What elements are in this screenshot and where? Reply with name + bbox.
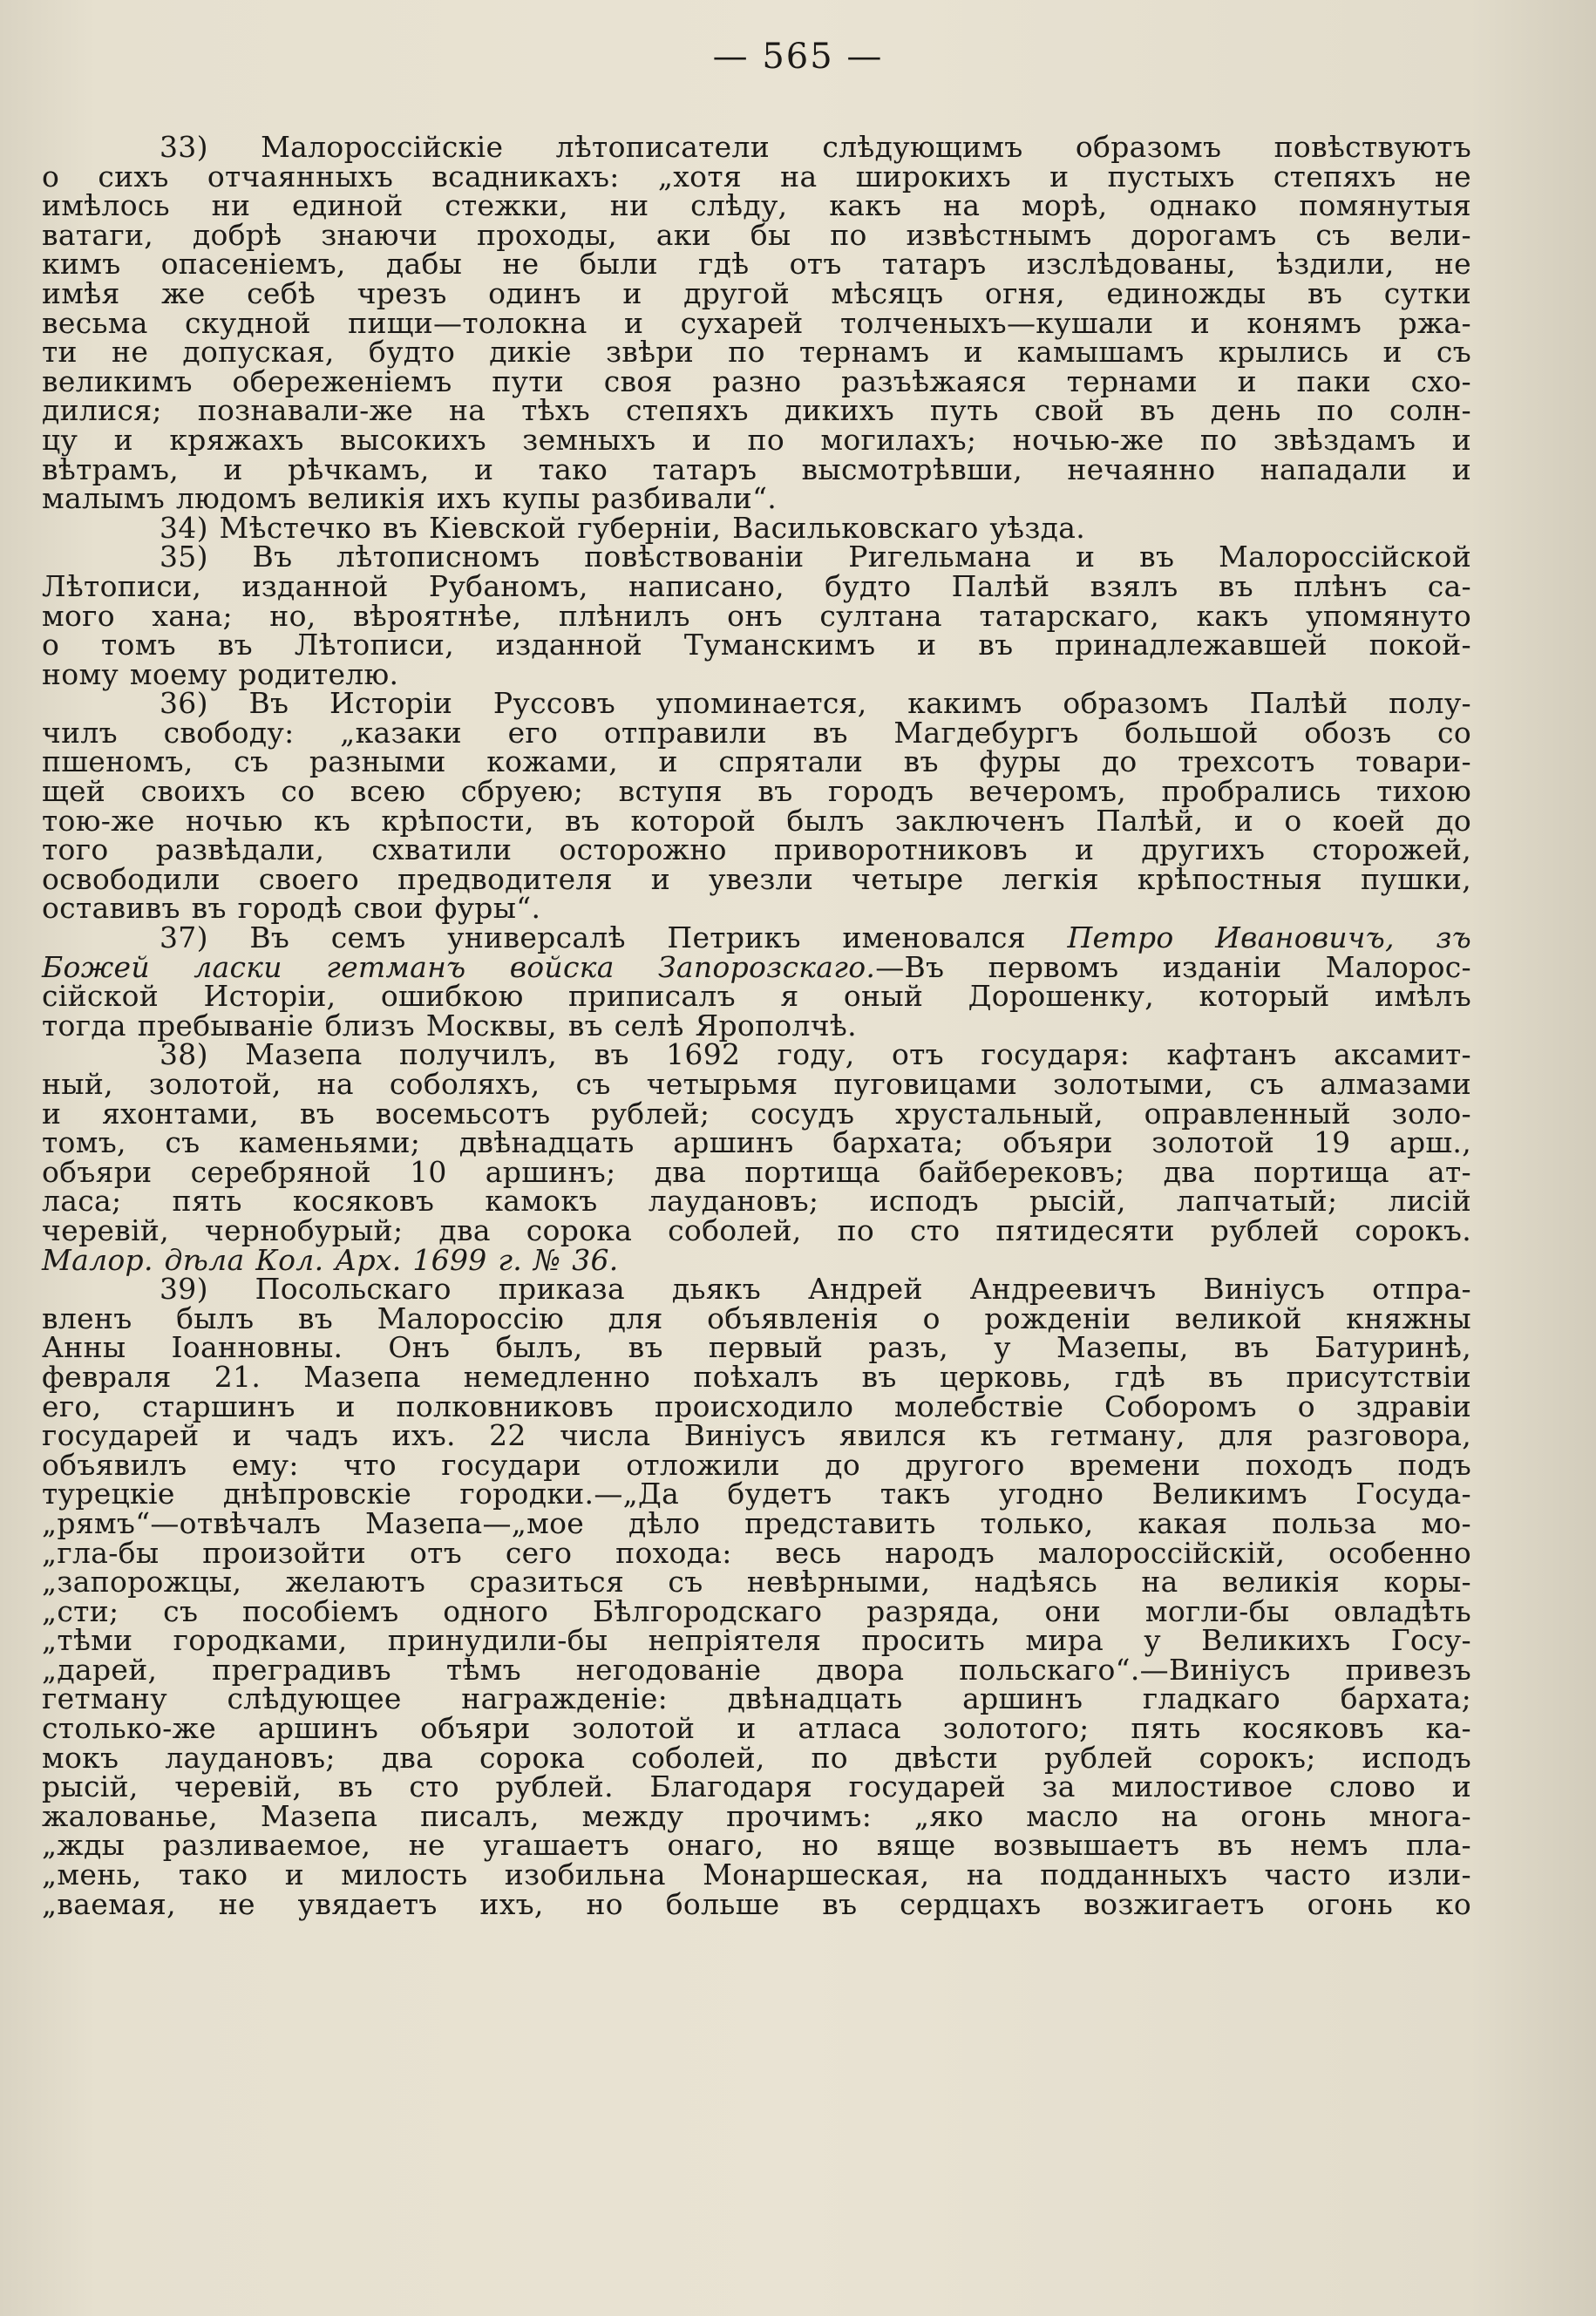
text-line: „рямъ“—отвѣчалъ Мазепа—„мое дѣло представить только, какая польза мо- [42, 1505, 1471, 1540]
text-line: 37) Въ семъ универсалѣ Петрикъ именовался Петро Ивановичъ, зъ [160, 920, 1471, 955]
text-line: ный, золотой, на соболяхъ, съ четырьмя пуговицами золотыми, съ алмазами [42, 1067, 1471, 1101]
text-line: имѣлось ни единой стежки, ни слѣду, какъ на морѣ, однако помянутыя [42, 188, 1471, 223]
footnote-34 [42, 510, 1471, 545]
text-line: объявилъ ему: что государи отложили до другого времени походъ подъ [42, 1447, 1471, 1482]
text-line: и яхонтами, въ восемьсотъ рублей; сосудъ хрустальный, оправленный золо- [42, 1096, 1471, 1131]
text-line: весьма скудной пищи—толокна и сухарей толченыхъ—кушали и конямъ ржа- [42, 305, 1471, 340]
text-line: Малор. дѣла Кол. Арх. 1699 г. № 36. [42, 1242, 619, 1277]
footnote-39 [42, 1274, 1471, 1919]
text-line: „тѣми городками, принудили-бы непріятеля просить мира у Великихъ Госу- [42, 1623, 1471, 1658]
text-line: столько-же аршинъ объяри золотой и атласа золотого; пять косяковъ ка- [42, 1711, 1471, 1746]
text-line: освободили своего предводителя и увезли четыре легкія крѣпостныя пушки, [42, 861, 1471, 896]
footnote-37 [42, 920, 1471, 1043]
text-line: ному моему родителю. [42, 656, 399, 691]
text-line: кимъ опасеніемъ, дабы не были гдѣ отъ татаръ изслѣдованы, ѣздили, не [42, 247, 1471, 282]
text-line: мокъ лаудановъ; два сорока соболей, по двѣсти рублей сорокъ; исподъ [42, 1740, 1471, 1775]
text-line: объяри серебряной 10 аршинъ; два портища байберековъ; два портища ат- [42, 1154, 1471, 1189]
text-line: имѣя же себѣ чрезъ одинъ и другой мѣсяцъ огня, единожды въ сутки [42, 275, 1471, 310]
text-line: 38) Мазепа получилъ, въ 1692 году, отъ государя: кафтанъ аксамит- [160, 1037, 1471, 1072]
footnote-35 [42, 542, 1471, 689]
text-line: „ваемая, не увядаетъ ихъ, но больше въ сердцахъ возжигаетъ огонь ко [42, 1886, 1471, 1921]
text-line: малымъ людомъ великія ихъ купы разбивали“. [42, 481, 778, 516]
text-line: пшеномъ, съ разными кожами, и спрятали въ фуры до трехсотъ товари- [42, 744, 1471, 779]
text-line: Лѣтописи, изданной Рубаномъ, написано, будто Палѣй взялъ въ плѣнъ са- [42, 568, 1471, 603]
text-line: ласа; пять косяковъ камокъ лаудановъ; исподъ рысій, лапчатый; лисій [42, 1184, 1471, 1219]
text-line: о сихъ отчаянныхъ всадникахъ: „хотя на широкихъ и пустыхъ степяхъ не [42, 159, 1471, 194]
text-line: Божей ласки гетманъ войска Запорозскаго.—Въ первомъ изданіи Малорос- [42, 949, 1471, 984]
text-line: турецкіе днѣпровскіе городки.—„Да будетъ такъ угодно Великимъ Госуда- [42, 1477, 1471, 1511]
text-line: государей и чадъ ихъ. 22 числа Виніусъ явился къ гетману, для разговора, [42, 1418, 1471, 1453]
text-line: того развѣдали, схватили осторожно приворотниковъ и другихъ сторожей, [42, 832, 1471, 867]
text-line: ватаги, добрѣ знаючи проходы, аки бы по извѣстнымъ дорогамъ съ вели- [42, 217, 1471, 252]
text-line: 34) Мѣстечко въ Кіевской губерніи, Васильковскаго уѣзда. [160, 510, 1086, 545]
text-line: рысій, черевій, въ сто рублей. Благодаря государей за милостивое слово и [42, 1769, 1471, 1804]
text-line: оставивъ въ городѣ свои фуры“. [42, 891, 541, 926]
text-line: 33) Малороссійскіе лѣтописатели слѣдующимъ образомъ повѣствуютъ [160, 130, 1471, 164]
footnote-36 [42, 686, 1471, 926]
text-line: „дарей, преградивъ тѣмъ негодованіе двора польскаго“.—Виніусъ привезъ [42, 1652, 1471, 1687]
text-line: „сти; съ пособіемъ одного Бѣлгородскаго разряда, они могли-бы овладѣть [42, 1593, 1471, 1628]
text-line: вленъ былъ въ Малороссію для объявленія о рожденіи великой княжны [42, 1301, 1471, 1335]
text-line: сійской Исторіи, ошибкою приписалъ я оный Дорошенку, который имѣлъ [42, 979, 1471, 1014]
text-line: дилися; познавали-же на тѣхъ степяхъ дикихъ путь свой въ день по солн- [42, 393, 1471, 428]
text-line: февраля 21. Мазепа немедленно поѣхалъ въ церковь, гдѣ въ присутствіи [42, 1359, 1471, 1394]
text-line: щей своихъ со всею сбруею; вступя въ городъ вечеромъ, пробрались тихою [42, 774, 1471, 809]
text-line: ти не допуская, будто дикіе звѣри по тернамъ и камышамъ крылись и съ [42, 335, 1471, 370]
text-line: „жды разливаемое, не угашаетъ онаго, но вяще возвышаетъ въ немъ пла- [42, 1828, 1471, 1863]
text-line: „мень, тако и милость изобильна Монаршеская, на подданныхъ часто изли- [42, 1858, 1471, 1892]
footnote-33 [42, 130, 1471, 516]
text-line: томъ, съ каменьями; двѣнадцать аршинъ бархата; объяри золотой 19 арш., [42, 1125, 1471, 1160]
text-line: Анны Іоанновны. Онъ былъ, въ первый разъ, у Мазепы, въ Батуринѣ, [42, 1330, 1471, 1365]
text-line: мого хана; но, вѣроятнѣе, плѣнилъ онъ султана татарскаго, какъ упомянуто [42, 598, 1471, 633]
text-line: вѣтрамъ, и рѣчкамъ, и тако татаръ высмотрѣвши, нечаянно нападали и [42, 452, 1471, 486]
text-line: цу и кряжахъ высокихъ земныхъ и по могилахъ; ночью-же по звѣздамъ и [42, 422, 1471, 457]
text-line: гетману слѣдующее награжденіе: двѣнадцать аршинъ гладкаго бархата; [42, 1681, 1471, 1716]
text-line: чилъ свободу: „казаки его отправили въ Магдебургъ большой обозъ со [42, 715, 1471, 750]
text-line: 35) Въ лѣтописномъ повѣствованіи Ригельмана и въ Малороссійской [160, 540, 1471, 574]
text-line: о томъ въ Лѣтописи, изданной Туманскимъ и въ принадлежавшей покой- [42, 628, 1471, 662]
text-line: его, старшинъ и полковниковъ происходило молебствіе Соборомъ о здравіи [42, 1389, 1471, 1423]
text-line: тогда пребываніе близъ Москвы, въ селѣ Ярополчѣ. [42, 1008, 857, 1043]
page-number: — 565 — [712, 37, 884, 77]
text-line: 39) Посольскаго приказа дьякъ Андрей Андреевичъ Виніусъ отпра- [160, 1272, 1471, 1307]
text-line: тою-же ночью къ крѣпости, въ которой былъ заключенъ Палѣй, и о коей до [42, 803, 1471, 838]
text-line: 36) Въ Исторіи Руссовъ упоминается, какимъ образомъ Палѣй полу- [160, 686, 1471, 721]
text-line: жалованье, Мазепа писалъ, между прочимъ: „яко масло на огонь многа- [42, 1798, 1471, 1833]
text-line: великимъ обереженіемъ пути своя разно разъѣжаяся тернами и паки схо- [42, 363, 1471, 398]
text-line: черевій, чернобурый; два сорока соболей, по сто пятидесяти рублей сорокъ. [42, 1212, 1471, 1247]
text-line: „запорожцы, желаютъ сразиться съ невѣрными, надѣясь на великія коры- [42, 1565, 1471, 1599]
text-line: „гла-бы произойти отъ сего похода: весь народъ малороссійскій, особенно [42, 1535, 1471, 1570]
footnote-38 [42, 1037, 1471, 1277]
footnotes-body [42, 132, 1471, 1919]
